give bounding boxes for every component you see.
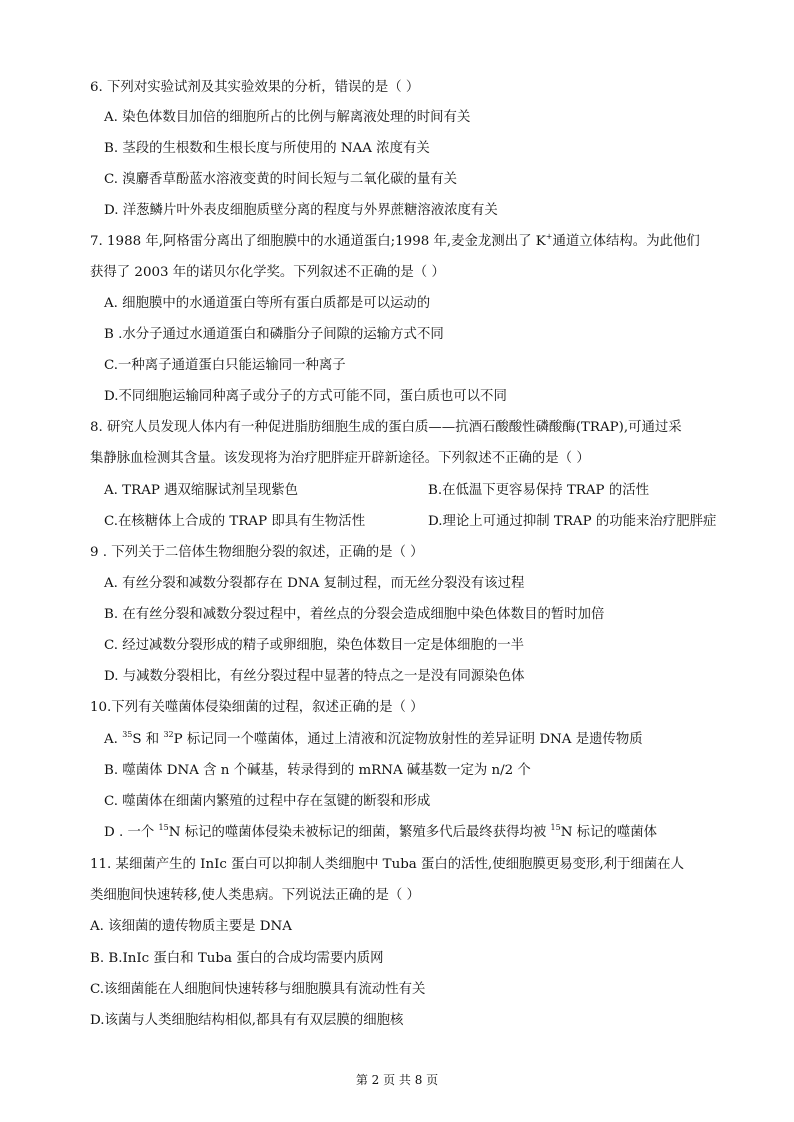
q7-stem-line2: 获得了 2003 年的诺贝尔化学奖。下列叙述不正确的是（ ）: [90, 265, 445, 280]
q11-option-c: C.该细菌能在人细胞间快速转移与细胞膜具有流动性有关: [90, 982, 426, 997]
q8-option-b: B.在低温下更容易保持 TRAP 的活性: [428, 483, 649, 498]
q10-a-prefix: A.: [104, 732, 123, 747]
q9-option-c: C. 经过减数分裂形成的精子或卵细胞，染色体数目一定是体细胞的一半: [104, 638, 524, 653]
q8-option-d: D.理论上可通过抑制 TRAP 的功能来治疗肥胖症: [428, 514, 717, 529]
q9-option-b: B. 在有丝分裂和减数分裂过程中，着丝点的分裂会造成细胞中染色体数目的暂时加倍: [104, 607, 605, 622]
q10-d-rest: N 标记的噬菌体: [560, 825, 658, 840]
q9-option-a: A. 有丝分裂和减数分裂都存在 DNA 复制过程，而无丝分裂没有该过程: [104, 576, 525, 591]
q7-option-a: A. 细胞膜中的水通道蛋白等所有蛋白质都是可以运动的: [104, 296, 431, 311]
q6-option-d: D. 洋葱鳞片叶外表皮细胞质壁分离的程度与外界蔗糖溶液浓度有关: [104, 203, 498, 218]
q10-stem: 10.下列有关噬菌体侵染细菌的过程，叙述正确的是（ ）: [90, 700, 424, 715]
q6-option-c: C. 溴麝香草酚蓝水溶液变黄的时间长短与二氧化碳的量有关: [104, 172, 458, 187]
q10-option-b: B. 噬菌体 DNA 含 n 个碱基，转录得到的 mRNA 碱基数一定为 n/2 个: [104, 763, 531, 778]
q10-d-sup-15a: 15: [158, 823, 169, 832]
q7-option-b: B .水分子通过水通道蛋白和磷脂分子间隙的运输方式不同: [104, 327, 444, 342]
q11-option-b: B. B.InIc 蛋白和 Tuba 蛋白的合成均需要内质网: [90, 951, 384, 966]
q11-option-a: A. 该细菌的遗传物质主要是 DNA: [90, 919, 292, 934]
q7-stem-text-a: 7. 1988 年,阿格雷分离出了细胞膜中的水通道蛋白;1998 年,麦金龙测出了 K: [90, 234, 546, 249]
q10-a-sup-32: 32: [163, 730, 174, 739]
q11-option-d: D.该菌与人类细胞结构相似,都具有有双层膜的细胞核: [90, 1013, 404, 1028]
q10-option-a: [104, 731, 643, 749]
q11-stem-line2: 类细胞间快速转移,使人类患病。下列说法正确的是（ ）: [90, 888, 420, 903]
q6-stem: 6. 下列对实验试剂及其实验效果的分析，错误的是（ ）: [90, 80, 420, 95]
q7-option-d: D.不同细胞运输同种离子或分子的方式可能不同，蛋白质也可以不同: [104, 389, 507, 404]
q10-d-prefix: D . 一个: [104, 825, 159, 840]
q7-stem-text-b: 通道立体结构。为此他们: [552, 234, 700, 249]
q9-stem: 9 . 下列关于二倍体生物细胞分裂的叙述，正确的是（ ）: [90, 545, 424, 560]
q10-a-mid: S 和: [132, 732, 164, 747]
q10-a-rest: P 标记同一个噬菌体，通过上清液和沉淀物放射性的差异证明 DNA 是遗传物质: [173, 732, 643, 747]
q8-option-a: A. TRAP 遇双缩脲试剂呈现紫色: [104, 483, 299, 498]
q8-option-c: C.在核糖体上合成的 TRAP 即具有生物活性: [104, 514, 366, 529]
q6-option-b: B. 茎段的生根数和生根长度与所使用的 NAA 浓度有关: [104, 141, 430, 156]
q10-d-mid: N 标记的噬菌体侵染未被标记的细菌，繁殖多代后最终获得均被: [168, 825, 551, 840]
q7-option-c: C.一种离子通道蛋白只能运输同一种离子: [104, 358, 346, 373]
q7-stem-line1: [90, 233, 700, 251]
q9-option-d: D. 与减数分裂相比，有丝分裂过程中显著的特点之一是没有同源染色体: [104, 669, 525, 684]
q10-option-c: C. 噬菌体在细菌内繁殖的过程中存在氢键的断裂和形成: [104, 794, 431, 809]
q10-option-d: [104, 824, 657, 842]
q10-a-sup-35: 35: [122, 730, 133, 739]
q7-superscript: +: [545, 232, 553, 241]
page-footer: 第 2 页 共 8 页: [355, 1073, 439, 1087]
q8-stem-line2: 集静脉血检测其含量。该发现将为治疗肥胖症开辟新途径。下列叙述不正确的是（ ）: [90, 451, 590, 466]
q6-option-a: A. 染色体数目加倍的细胞所占的比例与解离液处理的时间有关: [104, 110, 471, 125]
q11-stem-line1: 11. 某细菌产生的 InIc 蛋白可以抑制人类细胞中 Tuba 蛋白的活性,使细胞膜更易变形,利于细菌在人: [90, 857, 684, 872]
q10-d-sup-15b: 15: [550, 823, 561, 832]
q8-stem-line1: 8. 研究人员发现人体内有一种促进脂肪细胞生成的蛋白质——抗酒石酸酸性磷酸酶(TRAP),可通过采: [90, 420, 682, 435]
